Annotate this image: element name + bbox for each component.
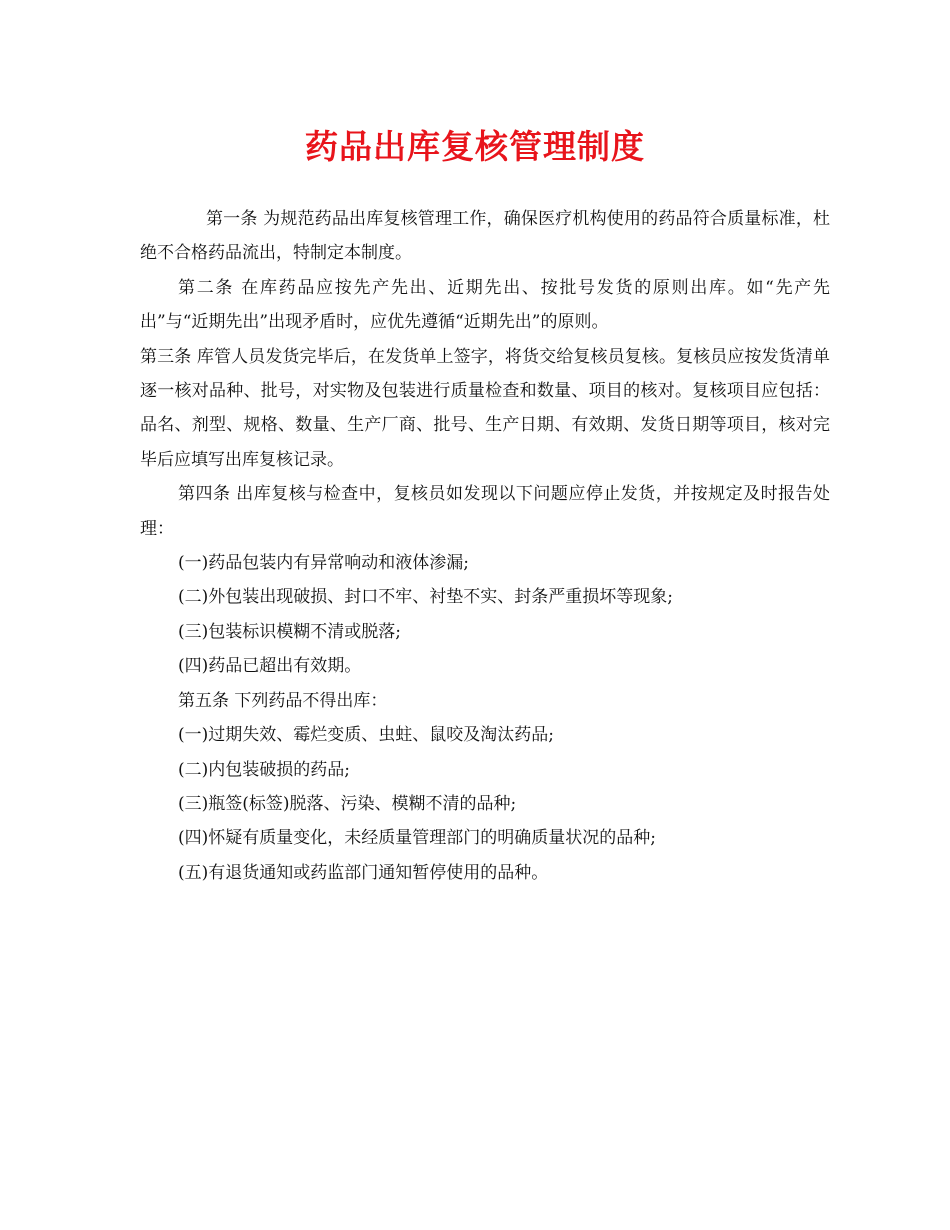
article-4-item-4: (四)药品已超出有效期。 <box>178 656 362 677</box>
article-2: 第二条 在库药品应按先产先出、近期先出、按批号发货的原则出库。如“先产先出”与“近期先出”出现矛盾时，应优先遵循“近期先出”的原则。 <box>140 277 830 333</box>
article-4-item-1: (一)药品包装内有异常响动和液体渗漏; <box>178 553 469 574</box>
article-5-item-2: (二)内包装破损的药品; <box>178 759 350 780</box>
article-5: 第五条 下列药品不得出库： <box>178 690 388 711</box>
article-4-item-3: (三)包装标识模糊不清或脱落; <box>178 621 401 642</box>
document-title: 药品出库复核管理制度 <box>305 127 645 166</box>
article-4: 第四条 出库复核与检查中，复核员如发现以下问题应停止发货，并按规定及时报告处理： <box>140 484 830 539</box>
document-body <box>140 202 830 890</box>
article-3: 第三条 库管人员发货完毕后，在发货单上签字，将货交给复核员复核。复核员应按发货清单逐一核对品种、批号，对实物及包装进行质量检查和数量、项目的核对。复核项目应包括：品名、剂型、规格、数量、生产厂商、批号、生产日期、有效期、发货日期等项目，核对完毕后应填写出库复核记录。 <box>140 346 830 470</box>
article-5-item-3: (三)瓶签(标签)脱落、污染、模糊不清的品种; <box>178 793 517 814</box>
article-4-item-2: (二)外包装出现破损、封口不牢、衬垫不实、封条严重损坏等现象; <box>178 587 673 608</box>
article-5-item-5: (五)有退货通知或药监部门通知暂停使用的品种。 <box>178 862 549 883</box>
article-1: 第一条 为规范药品出库复核管理工作，确保医疗机构使用的药品符合质量标准，杜绝不合格药品流出，特制定本制度。 <box>140 209 830 264</box>
article-5-item-1: (一)过期失效、霉烂变质、虫蛀、鼠咬及淘汰药品; <box>178 725 554 746</box>
article-5-item-4: (四)怀疑有质量变化，未经质量管理部门的明确质量状况的品种; <box>178 828 656 849</box>
